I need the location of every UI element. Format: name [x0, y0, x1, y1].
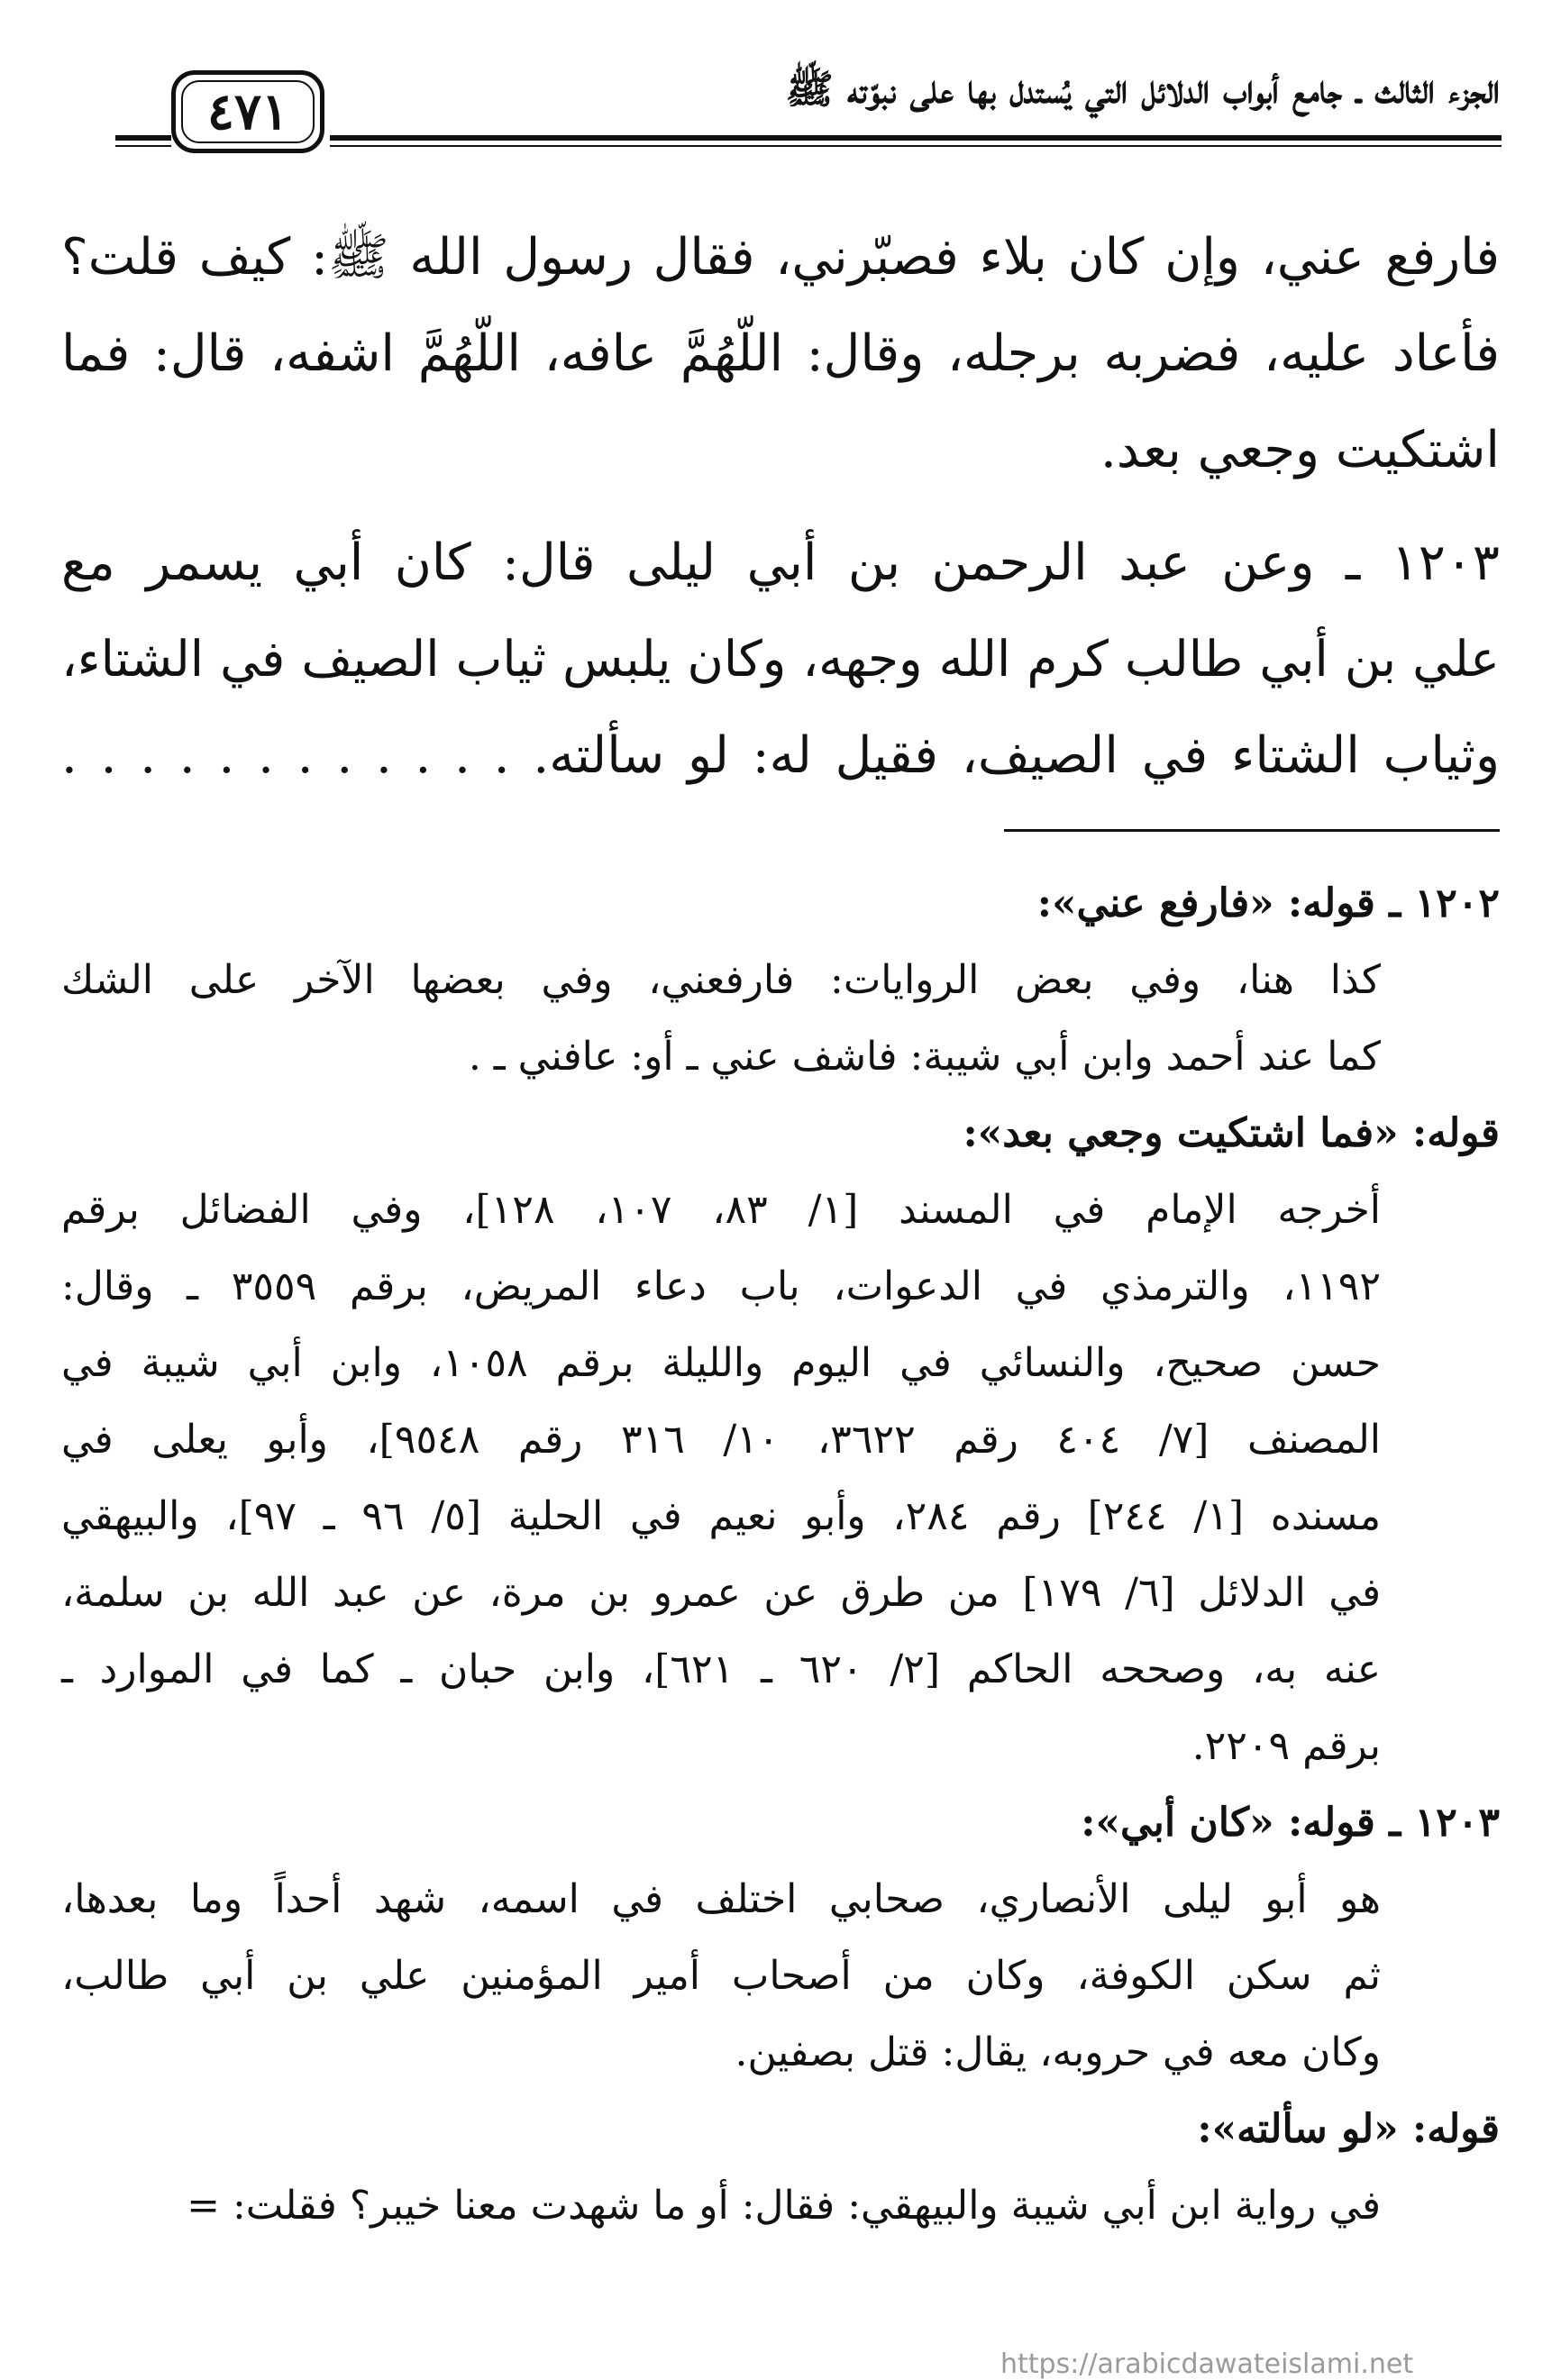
- footnote-heading: قوله: «لو سألته»:: [1197, 2106, 1500, 2152]
- footnote-heading: ١٢٠٣ ـ قوله: «كان أبي»:: [1081, 1800, 1500, 1846]
- text-line: وثياب الشتاء في الصيف، فقيل له: لو سألته. . . . . . . . . . . . .: [61, 726, 1500, 785]
- footnote-line: حسن صحيح، والنسائي في اليوم والليلة برقم ١٠٥٨، وابن أبي شيبة في: [61, 1340, 1381, 1386]
- header-rule-left-thin: [115, 145, 171, 147]
- footnote-line: أخرجه الإمام في المسند [١/ ٨٣، ١٠٧، ١٢٨]، وفي الفضائل برقم: [61, 1187, 1382, 1233]
- footnote-line: هو أبو ليلى الأنصاري، صحابي اختلف في اسمه، شهد أحداً وما بعدها،: [61, 1876, 1381, 1922]
- text-line: فأعاد عليه، فضربه برجله، وقال: اللّهُمَّ عافه، اللّهُمَّ اشفه، قال: فما: [61, 324, 1500, 383]
- footnote-line: مسنده [١/ ٢٤٤] رقم ٢٨٤، وأبو نعيم في الحلية [٥/ ٩٦ ـ ٩٧]، والبيهقي: [61, 1493, 1382, 1539]
- running-title: الجزء الثالث ـ جامع أبواب الدلائل التي يُستدل بها على نبوّته ﷺ: [785, 67, 1500, 113]
- footnote-line: في الدلائل [٦/ ١٧٩] من طرق عن عمرو بن مرة، عن عبد الله بن سلمة،: [61, 1570, 1381, 1616]
- text-line: فارفع عني، وإن كان بلاء فصبّرني، فقال رسول الله ﷺ: كيف قلت؟: [61, 228, 1500, 287]
- footnote-line: ١١٩٢، والترمذي في الدعوات، باب دعاء المريض، برقم ٣٥٥٩ ـ وقال:: [61, 1263, 1382, 1309]
- footnote-heading: ١٢٠٢ ـ قوله: «فارفع عني»:: [1036, 880, 1500, 926]
- footnote-line: ثم سكن الكوفة، وكان من أصحاب أمير المؤمنين علي بن أبي طالب،: [61, 1953, 1381, 1999]
- text-line: ١٢٠٣ ـ وعن عبد الرحمن بن أبي ليلى قال: كان أبي يسمر مع: [61, 533, 1500, 592]
- page-number-frame: [171, 70, 324, 153]
- footnote-line: في رواية ابن أبي شيبة والبيهقي: فقال: أو ما شهدت معنا خيبر؟ فقلت: =: [187, 2183, 1381, 2229]
- footnote-body: [61, 942, 1500, 1095]
- footnote-heading: قوله: «فما اشتكيت وجعي بعد»:: [963, 1110, 1500, 1156]
- footnote-body: [61, 2167, 1500, 2244]
- main-text: [61, 209, 1500, 804]
- footnote-line: وكان معه في حروبه، يقال: قتل بصفين.: [735, 2029, 1381, 2075]
- footnote-line: عنه به، وصححه الحاكم [٢/ ٦٢٠ ـ ٦٢١]، وابن حبان ـ كما في الموارد ـ: [61, 1646, 1381, 1692]
- footnote-body: [61, 1172, 1500, 1784]
- footnote-line: كذا هنا، وفي بعض الروايات: فارفعني، وفي بعضها الآخر على الشك: [61, 957, 1381, 1003]
- main-paragraph: [61, 209, 1500, 498]
- footnote-line: المصنف [٧/ ٤٠٤ رقم ٣٦٢٢، ١٠/ ٣١٦ رقم ٩٥٤٨]، وأبو يعلى في: [61, 1417, 1382, 1463]
- footnotes: [61, 865, 1500, 2244]
- text-line: اشتكيت وجعي بعد.: [1100, 421, 1500, 479]
- footnote-body: [61, 1861, 1500, 2091]
- footnote-separator: [1004, 829, 1500, 832]
- footnote-line: كما عند أحمد وابن أبي شيبة: فاشف عني ـ أو: عافني ـ .: [468, 1034, 1381, 1080]
- page-number: ٤٧١: [206, 82, 289, 141]
- header-rule-left-thick: [115, 135, 171, 141]
- text-line: علي بن أبي طالب كرم الله وجهه، وكان يلبس ثياب الصيف في الشتاء،: [61, 630, 1500, 688]
- header-rule-thin: [330, 145, 1502, 147]
- footnote-line: برقم ٢٢٠٩.: [1191, 1723, 1381, 1769]
- main-paragraph: [61, 515, 1500, 804]
- header-rule-thick: [330, 135, 1502, 141]
- watermark-url: https://arabicdawateislami.net: [1000, 2348, 1414, 2380]
